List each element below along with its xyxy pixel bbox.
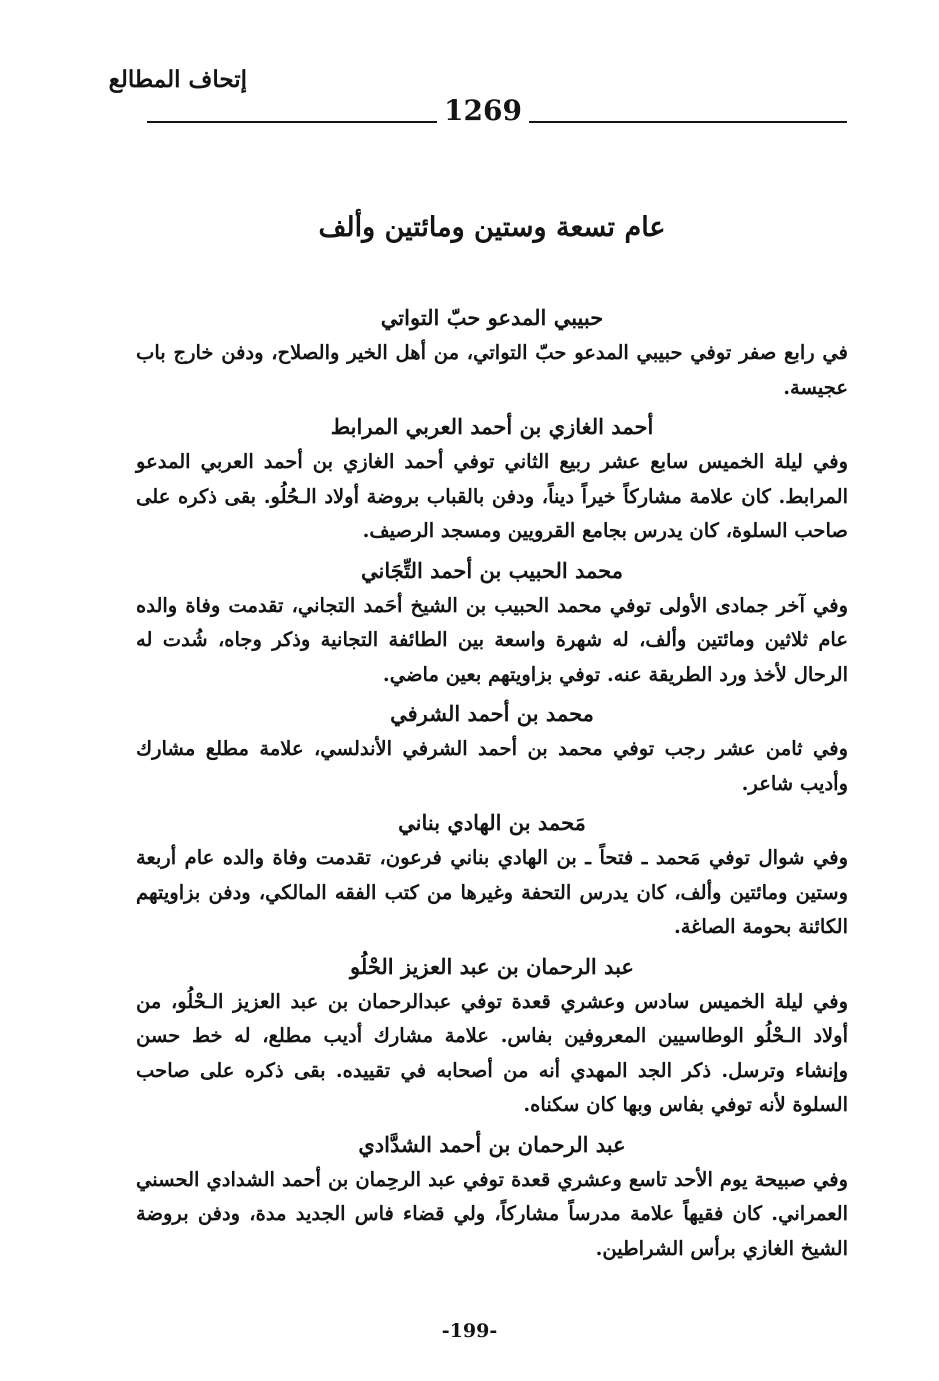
entry-body: وفي ثامن عشر رجب توفي محمد بن أحمد الشرفي الأندلسي، علامة مطلع مشارك وأديب شاعر. <box>136 737 848 795</box>
entry-heading: أحمد الغازي بن أحمد العربي المرابط <box>330 414 654 439</box>
chapter-title: عام تسعة وستين ومائتين وألف <box>318 212 666 243</box>
entry-ahmad-al-ghazi <box>136 409 848 549</box>
entry-heading: محمد الحبيب بن أحمد التِّجَاني <box>361 557 623 583</box>
entry-body: وفي شوال توفي مَحمد ـ فتحاً ـ بن الهادي بناني فرعون، تقدمت وفاة والده عام أربعة وستين ومائتين وألف، كان يدرس التحفة وغيرها من كتب الفقه المالكي، ودفن بزاويتهم الكائنة بحومة الصاغة. <box>136 846 848 938</box>
entry-abd-al-rahman-al-shaddadi <box>136 1127 848 1267</box>
entry-body: وفي ليلة الخميس سابع عشر ربيع الثاني توفي أحمد الغازي بن أحمد العربي المدعو المرابط. كان علامة مشاركاً خيراً ديناً، ودفن بالقباب بروضة أولاد الـحُلُو. بقى ذكره على صاحب السلوة، كان يدرس بجامع القرويين ومسجد الرصيف. <box>136 450 848 542</box>
entry-body: وفي ليلة الخميس سادس وعشري قعدة توفي عبدالرحمان بن عبد العزيز الـحْلُو، من أولاد الـحْلُو الوطاسيين المعروفين بفاس. علامة مشارك أديب مطلع، له خط حسن وإنشاء وترسل. ذكر الجد المهدي أنه من أصحابه في تقييده. بقى ذكره على صاحب السلوة لأنه توفي بفاس وبها كان سكناه. <box>136 989 848 1116</box>
entry-heading: عبد الرحمان بن أحمد الشدَّادي <box>358 1131 626 1157</box>
entry-body: في رابع صفر توفي حبيبي المدعو حبّ التواتي، من أهل الخير والصلاح، ودفن خارج باب عجيسة. <box>136 341 848 399</box>
entry-heading: مَحمد بن الهادي بناني <box>398 810 586 835</box>
page-content <box>136 208 848 1270</box>
header-rule-right <box>147 121 437 123</box>
entry-muhammad-al-habib <box>136 553 848 693</box>
entry-body: وفي صبيحة يوم الأحد تاسع وعشري قعدة توفي عبد الرحِمان بن أحمد الشدادي الحسني العمراني. كان فقيهاً علامة مدرساً مشاركاً، ولي قضاء فاس الجديد مدة، ودفن بروضة الشيخ الغازي برأس الشراطين. <box>136 1167 848 1260</box>
entry-abd-al-rahman-al-hulu <box>136 949 848 1123</box>
entry-muhammad-al-sharafi <box>136 696 848 801</box>
entry-heading: محمد بن أحمد الشرفي <box>390 701 594 726</box>
entry-muhammad-bennani <box>136 805 848 945</box>
year-heading: 1269 <box>444 94 522 127</box>
page-number: -199- <box>441 1320 498 1342</box>
entry-body: وفي آخر جمادى الأولى توفي محمد الحبيب بن الشيخ أحَمد التجاني، تقدمت وفاة والده عام ثلاثين ومائتين وألف، له شهرة واسعة بين الطائفة التجانية وذكر وجاه، شُدت له الرحال لأخذ ورد الطريقة عنه. توفي بزاويتهم بعين ماضي. <box>136 593 848 686</box>
entry-habibi <box>136 300 848 405</box>
header-rule-left <box>529 121 847 123</box>
entry-heading: حبيبي المدعو حبّ التواتي <box>380 305 604 330</box>
running-head: إتحاف المطالع <box>108 66 247 93</box>
entry-heading: عبد الرحمان بن عبد العزيز الحْلُو <box>350 953 634 979</box>
